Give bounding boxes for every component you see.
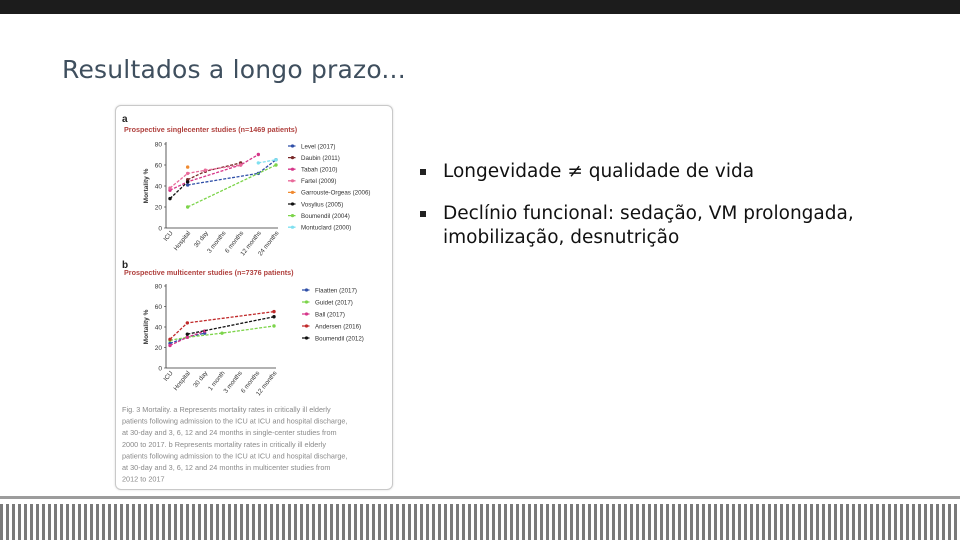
- y-tick-label: 60: [154, 304, 162, 311]
- caption-line: at 30-day and 3, 6, 12 and 24 months in multicenter studies from: [122, 463, 331, 472]
- legend-marker: [291, 214, 294, 217]
- y-axis-label: Mortality %: [143, 309, 150, 345]
- y-tick-label: 40: [154, 324, 162, 332]
- x-tick-label: ICU: [162, 229, 175, 243]
- data-point: [239, 163, 242, 166]
- bullet-item: [418, 160, 938, 184]
- x-tick-label: Hospital: [172, 229, 193, 253]
- legend-label: Ball (2017): [315, 311, 345, 319]
- caption-line: patients following admission to the ICU at ICU and hospital discharge,: [122, 416, 348, 426]
- legend-marker: [291, 156, 294, 159]
- bullet-text: Longevidade ≠ qualidade de vida: [443, 161, 755, 182]
- legend-label: Boumendil (2012): [315, 335, 364, 343]
- data-point: [274, 158, 277, 161]
- x-tick-label: Hospital: [172, 369, 192, 393]
- series-line: [170, 155, 258, 191]
- series-line: [170, 182, 188, 199]
- legend-label: Boumendil (2004): [301, 212, 350, 220]
- legend-marker: [291, 226, 294, 229]
- x-tick-label: 3 months: [206, 229, 228, 255]
- bullet-square-icon: [420, 211, 426, 217]
- bullet-list: [418, 160, 938, 268]
- legend-label: Daubin (2011): [301, 154, 340, 162]
- bullet-item: [418, 202, 938, 250]
- data-point: [168, 338, 171, 341]
- legend-marker: [305, 312, 308, 315]
- x-tick-label: 24 months: [256, 229, 281, 258]
- figure-card: [115, 105, 393, 490]
- panel-b-letter: b: [122, 260, 129, 271]
- figure-caption: [122, 405, 348, 484]
- data-point: [257, 153, 260, 156]
- legend-label: Vosylius (2005): [301, 201, 344, 209]
- panel-a-letter: a: [122, 114, 128, 125]
- panel-b-title: Prospective multicenter studies (n=7376 patients): [124, 268, 294, 277]
- bullet-text: Declínio funcional: sedação, VM prolongada, imobilização, desnutrição: [443, 203, 854, 248]
- data-point: [186, 165, 189, 168]
- legend-marker: [291, 191, 294, 194]
- legend-label: Flaatten (2017): [315, 287, 357, 295]
- legend-label: Garrouste-Orgeas (2006): [301, 189, 371, 197]
- data-point: [168, 344, 171, 347]
- chart-a: [143, 142, 370, 258]
- figure-svg: [116, 106, 392, 489]
- y-axis-label: Mortality %: [143, 168, 150, 204]
- y-tick-label: 0: [158, 225, 162, 233]
- data-point: [186, 183, 189, 186]
- y-tick-label: 80: [154, 283, 162, 291]
- data-point: [257, 161, 260, 164]
- data-point: [272, 310, 275, 313]
- legend-marker: [291, 144, 294, 147]
- x-tick-label: ICU: [162, 369, 175, 383]
- y-tick-label: 40: [154, 183, 162, 191]
- x-tick-label: 6 months: [239, 369, 262, 395]
- legend-label: Fartel (2009): [301, 178, 337, 186]
- data-point: [272, 324, 275, 327]
- top-bar: [0, 0, 960, 14]
- data-point: [186, 332, 189, 335]
- legend-marker: [291, 202, 294, 205]
- x-tick-label: 12 months: [239, 229, 263, 258]
- data-point: [186, 172, 189, 175]
- chart-b: [143, 284, 364, 398]
- x-tick-label: 1 month: [207, 369, 227, 393]
- data-point: [186, 336, 189, 339]
- y-tick-label: 20: [154, 345, 162, 352]
- striped-band: [0, 504, 960, 540]
- slide-title: Resultados a longo prazo...: [62, 55, 406, 84]
- x-tick-label: 30 day: [192, 369, 210, 390]
- legend-marker: [291, 179, 294, 182]
- panel-a-title: Prospective singlecenter studies (n=1469 patients): [124, 125, 298, 134]
- legend-marker: [305, 324, 308, 327]
- y-tick-label: 0: [158, 365, 162, 373]
- data-point: [168, 186, 171, 189]
- data-point: [186, 180, 189, 183]
- legend-label: Guidet (2017): [315, 299, 353, 307]
- data-point: [168, 197, 171, 200]
- data-point: [272, 315, 275, 318]
- legend-marker: [305, 336, 308, 339]
- y-tick-label: 20: [154, 204, 162, 212]
- bottom-rule: [0, 496, 960, 499]
- caption-line: at 30-day and 3, 6, 12 and 24 months in single-center studies from: [122, 428, 337, 438]
- x-tick-label: 30 day: [192, 229, 210, 250]
- data-point: [274, 163, 277, 166]
- x-tick-label: 12 months: [254, 369, 279, 398]
- legend-marker: [305, 288, 308, 291]
- series-line: [170, 312, 274, 340]
- x-tick-label: 6 months: [223, 229, 246, 255]
- legend-label: Level (2017): [301, 143, 336, 151]
- legend-marker: [305, 300, 308, 303]
- caption-line: 2000 to 2017. b Represents mortality rates in critically ill elderly: [122, 439, 326, 449]
- bullet-square-icon: [420, 169, 426, 175]
- legend-label: Tabah (2010): [301, 166, 338, 174]
- caption-line: patients following admission to the ICU at ICU and hospital discharge,: [122, 451, 348, 461]
- y-tick-label: 80: [154, 141, 162, 149]
- y-tick-label: 60: [154, 162, 162, 170]
- x-tick-label: 3 months: [222, 369, 244, 395]
- legend-label: Andersen (2016): [315, 323, 362, 331]
- data-point: [220, 331, 223, 334]
- bottom-decoration: [0, 496, 960, 540]
- data-point: [186, 321, 189, 324]
- legend-label: Montuclard (2000): [301, 224, 352, 232]
- data-point: [204, 169, 207, 172]
- legend-marker: [291, 168, 294, 171]
- caption-line: Fig. 3 Mortality. a Represents mortality rates in critically ill elderly: [122, 405, 331, 414]
- series-line: [188, 160, 276, 185]
- data-point: [186, 205, 189, 208]
- caption-line: 2012 to 2017: [122, 474, 165, 484]
